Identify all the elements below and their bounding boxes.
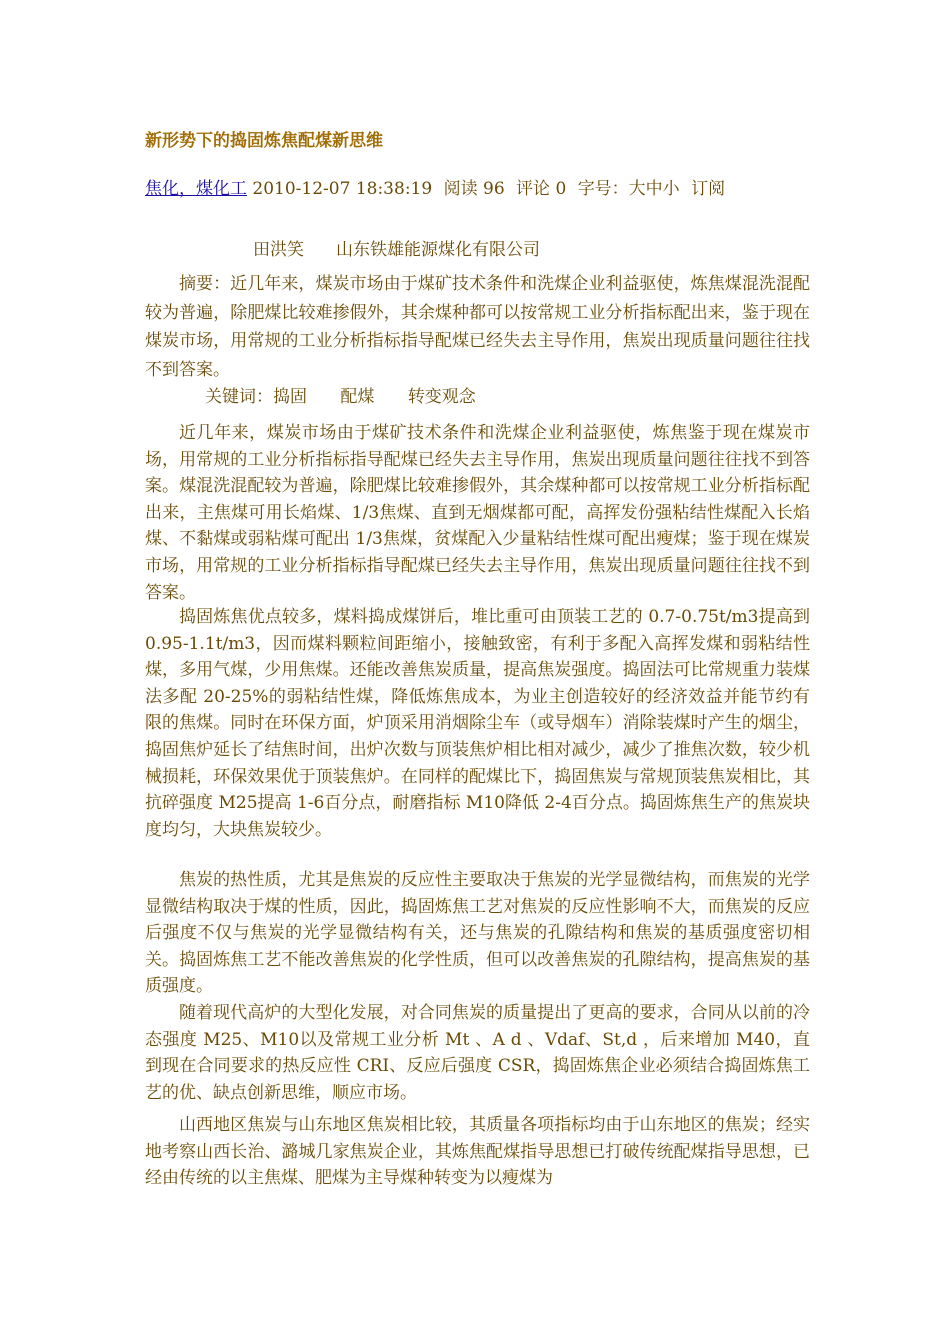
article-meta	[145, 174, 731, 199]
author-line	[253, 235, 572, 260]
body-paragraph-1: 近几年来，煤炭市场由于煤矿技术条件和洗煤企业利益驱使，炼焦鉴于现在煤炭市场，用常规的工业分析指标指导配煤已经失去主导作用，焦炭出现质量问题往往找不到答案。煤混洗混配较为普遍，除肥煤比较难掺假外，其余煤种都可以按常规工业分析指标配出来，主焦煤可用长焰煤、1/3焦煤、直到无烟煤都可配，高挥发份强粘结性煤配入长焰煤、不黏煤或弱粘煤可配出 1/3焦煤，贫煤配入少量粘结性煤可配出瘦煤；鉴于现在煤炭市场，用常规的工业分析指标指导配煤已经失去主导作用，焦炭出现质量问题往往找不到答案。	[145, 423, 810, 603]
category-link[interactable]: 焦化，煤化工	[145, 179, 247, 199]
keywords	[205, 382, 504, 407]
article-title: 新形势下的捣固炼焦配煤新思维	[145, 131, 383, 151]
subscribe-link[interactable]: 订阅	[691, 179, 726, 199]
author-name: 田洪笑	[253, 240, 304, 260]
body-paragraph-4: 随着现代高炉的大型化发展，对合同焦炭的质量提出了更高的要求，合同从以前的冷态强度 M25、M10以及常规工业分析 Mt 、A d 、Vdaf、St,d ，后来增加 M40，直到现在合同要求的热反应性 CRI、反应后强度 CSR，捣固炼焦企业必须结合捣固炼焦工艺的优、缺点创新思维，顺应市场。	[145, 1003, 810, 1103]
keyword-3: 转变观念	[407, 387, 476, 407]
body-paragraph-5: 山西地区焦炭与山东地区焦炭相比较，其质量各项指标均由于山东地区的焦炭；经实地考察山西长治、潞城几家焦炭企业，其炼焦配煤指导思想已打破传统配煤指导思想，已经由传统的以主焦煤、肥煤为主导煤种转变为以瘦煤为	[145, 1115, 810, 1189]
author-company: 山东铁雄能源煤化有限公司	[336, 240, 540, 260]
body-paragraph-3: 焦炭的热性质，尤其是焦炭的反应性主要取决于焦炭的光学显微结构，而焦炭的光学显微结构取决于煤的性质，因此，捣固炼焦工艺对焦炭的反应性影响不大，而焦炭的反应后强度不仅与焦炭的光学显微结构有关，还与焦炭的孔隙结构和焦炭的基质强度密切相关。捣固炼焦工艺不能改善焦炭的化学性质，但可以改善焦炭的孔隙结构，提高焦炭的基质强度。	[145, 870, 810, 997]
read-count: 阅读 96	[443, 179, 505, 199]
body-paragraph-2: 捣固炼焦优点较多，煤料捣成煤饼后，堆比重可由顶装工艺的 0.7-0.75t/m3提高到 0.95-1.1t/m3，因而煤料颗粒间距缩小，接触致密，有利于多配入高挥发煤和弱粘结性煤，多用气煤，少用焦煤。还能改善焦炭质量，提高焦炭强度。捣固法可比常规重力装煤法多配 20-25%的弱粘结性煤，降低炼焦成本，为业主创造较好的经济效益并能节约有限的焦煤。同时在环保方面，炉顶采用消烟除尘车（或导烟车）消除装煤时产生的烟尘，捣固焦炉延长了结焦时间，出炉次数与顶装焦炉相比相对减少，减少了推焦次数，较少机械损耗，环保效果优于顶装焦炉。在同样的配煤比下，捣固焦炭与常规顶装焦炭相比，其抗碎强度 M25提高 1-6百分点，耐磨指标 M10降低 2-4百分点。捣固炼焦生产的焦炭块度均匀，大块焦炭较少。	[145, 607, 810, 840]
abstract: 摘要：近几年来，煤炭市场由于煤矿技术条件和洗煤企业利益驱使，炼焦煤混洗混配较为普遍，除肥煤比较难掺假外，其余煤种都可以按常规工业分析指标配出来，鉴于现在煤炭市场，用常规的工业分析指标指导配煤已经失去主导作用，焦炭出现质量问题往往找不到答案。	[145, 274, 810, 380]
keyword-label: 关键词：捣固	[205, 387, 307, 407]
font-size-options[interactable]: 字号：大中小	[577, 179, 680, 199]
keyword-2: 配煤	[340, 387, 375, 407]
comment-count[interactable]: 评论 0	[516, 179, 567, 199]
publish-datetime: 2010-12-07 18:38:19	[252, 179, 433, 199]
